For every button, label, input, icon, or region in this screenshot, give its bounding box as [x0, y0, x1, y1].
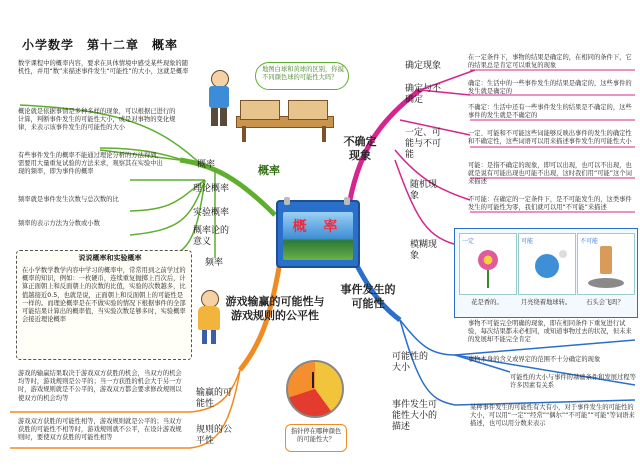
boy-figure — [205, 70, 233, 130]
spinner-caption: 指针停在哪种颜色的可能性大？ — [290, 428, 342, 444]
girl-figure — [196, 290, 222, 346]
text-r6: 不可能：在确定的一定条件下，是不可能发生的，这类事件发生的可能性为零，我们就可以用“不可能”来描述 — [468, 196, 632, 212]
text-r8: 事物本身的含义或界定的范围不十分确定的现象 — [468, 356, 601, 363]
text-r10: 某种事件发生的可能性有大有小，对于事件发生的可能性的大小，可以用“一定”“经常”“偶尔”“不可能”“可能”等词语来描述，也可以用分数来表示 — [470, 404, 635, 428]
ring-icon — [344, 197, 350, 205]
center-label: 概 率 — [292, 219, 344, 235]
node-fuzzy: 模糊现象 — [410, 240, 438, 261]
speech-bubble — [255, 62, 349, 90]
picture-tag: 可能 — [521, 238, 534, 245]
experiment-box-text: 在小学数学教学内容中学习的概率中，常常用到之前学过的概率的知识，例如：一枚硬币，连续重复抛掷上百次后，计算正面朝上和反面朝上的次数的比值，实验的次数越多，比值越接近0.5，也就是说，正面朝上和反面朝上的可能性是一样的。而理论概率是在不做实验的情况下根据事件的全部可能结果计算出的概率值，当实验次数足够多时，实验概率会接近理论概率 — [22, 267, 186, 324]
node-describe: 事件发生可能性大小的描述 — [392, 400, 438, 432]
center-calendar — [276, 200, 360, 268]
caption-stone: 石头会飞吗？ — [586, 299, 624, 306]
speech-text: 地图白球和黄球的区别，你摸不同颜色球的可能性大吗？ — [262, 66, 344, 82]
picture-moon — [518, 233, 576, 295]
node-theory: 理论概率 — [193, 184, 230, 194]
picture-flower — [459, 233, 517, 295]
spinner — [286, 360, 344, 418]
node-certain: 确定现象 — [405, 61, 442, 71]
node-frequency: 频率 — [205, 258, 224, 268]
node-win-possibility: 输赢的可能性 — [196, 388, 233, 409]
text-r7: 事物不可能完全明确的现象，即在相同条件下重复进行试验，每次结果都未必相同，或知道事物过去的状况，但未来的发展却不能完全肯定 — [468, 320, 632, 344]
branch-fairness: 游戏输赢的可能性与游戏规则的公平性 — [225, 295, 325, 323]
picture-strip — [454, 228, 638, 318]
text-r1: 在一定条件下，事物的结果是确定的，在相同的条件下，它的结果总是肯定可以重复的现象 — [468, 54, 632, 70]
node-size: 可能性的大小 — [392, 352, 429, 373]
text-p2: 概论就是依据事情是多种多样的现象，可以根据已进行的计算，判断事件发生的可能性大小，或是对事物的变化规律，来表示该事件发生的可能性的大小 — [18, 108, 176, 132]
picture-stone — [577, 233, 635, 295]
node-gailv: 概率 — [197, 160, 216, 170]
text-r4: 一定、可能和不可能这些词能够反映出事件的发生的确定性和不确定性，这些词语可以用来描述事件发生的可能性大小 — [468, 130, 632, 146]
branch-probability: 概率 — [258, 164, 280, 177]
text-r9: 可能性的大小与事件的基础条件和发展过程等许多因素有关系 — [510, 374, 636, 390]
ring-icon — [284, 197, 290, 205]
text-win: 游戏的输赢结果取决于游戏双方获胜的机会，当双方的机会均等时，游戏规则是公平的；当一方获胜的机会大于另一方时，游戏规则就是不公平的，游戏双方都会要求修改规则以使双方的机会均等 — [18, 370, 182, 402]
node-random: 随机现象 — [410, 180, 438, 201]
node-experiment: 实验概率 — [193, 208, 230, 218]
text-r3: 不确定：生活中还有一些事件发生的结果是不确定的，这些事件的发生就是不确定的 — [468, 104, 632, 120]
ball-boxes — [236, 98, 332, 142]
node-one-may: 一定、可能与不可能 — [405, 128, 442, 160]
picture-tag: 一定 — [462, 238, 475, 245]
text-r5: 可能：是指不确定的现象，即可以出现，也可以不出现，也就是说有可能出现也可能不出现，这时我们用“可能”这个词来描述 — [468, 162, 632, 186]
text-p4: 频率就是事件发生次数与总次数的比 — [18, 196, 119, 203]
spinner-caption-box — [285, 424, 347, 452]
text-r2: 确定：生活中的一些事件发生的结果是确定的，这些事件的发生就是确定的 — [468, 80, 632, 96]
node-fair-rule: 规则的公平性 — [196, 425, 233, 446]
experiment-box — [16, 250, 192, 360]
caption-flower: 花是香的。 — [471, 299, 503, 306]
branch-uncertain: 不确定现象 — [343, 135, 377, 163]
node-meaning: 概率论的意义 — [193, 226, 230, 247]
caption-moon: 月亮绕着地球转。 — [520, 299, 572, 306]
text-p3: 有些事件发生的概率不能通过理论分析的方法得到，需要用大量重复试验的方法来求，观察其在实验中出现的频率，即为事件的概率 — [18, 152, 163, 176]
text-fair: 游戏双方获胜的可能性相等，游戏规则就是公平的；当双方获胜的可能性不相等时，游戏规则就不公平，在设计游戏规则时，要使双方获胜的可能性相等 — [18, 418, 182, 442]
picture-tag: 不可能 — [580, 238, 599, 245]
experiment-box-title: 说说概率和实验概率 — [78, 254, 142, 262]
branch-event-possibility: 事件发生的可能性 — [340, 283, 396, 311]
text-p5: 频率的表示方法为分数或小数 — [18, 220, 100, 227]
node-uncertain: 确定与不确定 — [405, 84, 442, 105]
spinner-needle — [312, 372, 314, 388]
text-p1: 数学课程中的概率内容，要求在具体情境中感受某些现象的随机性，并用“数”来描述事件发生“可能性”的大小，这就是概率 — [18, 60, 189, 76]
page-title: 小学数学 第十二章 概率 — [22, 38, 179, 52]
